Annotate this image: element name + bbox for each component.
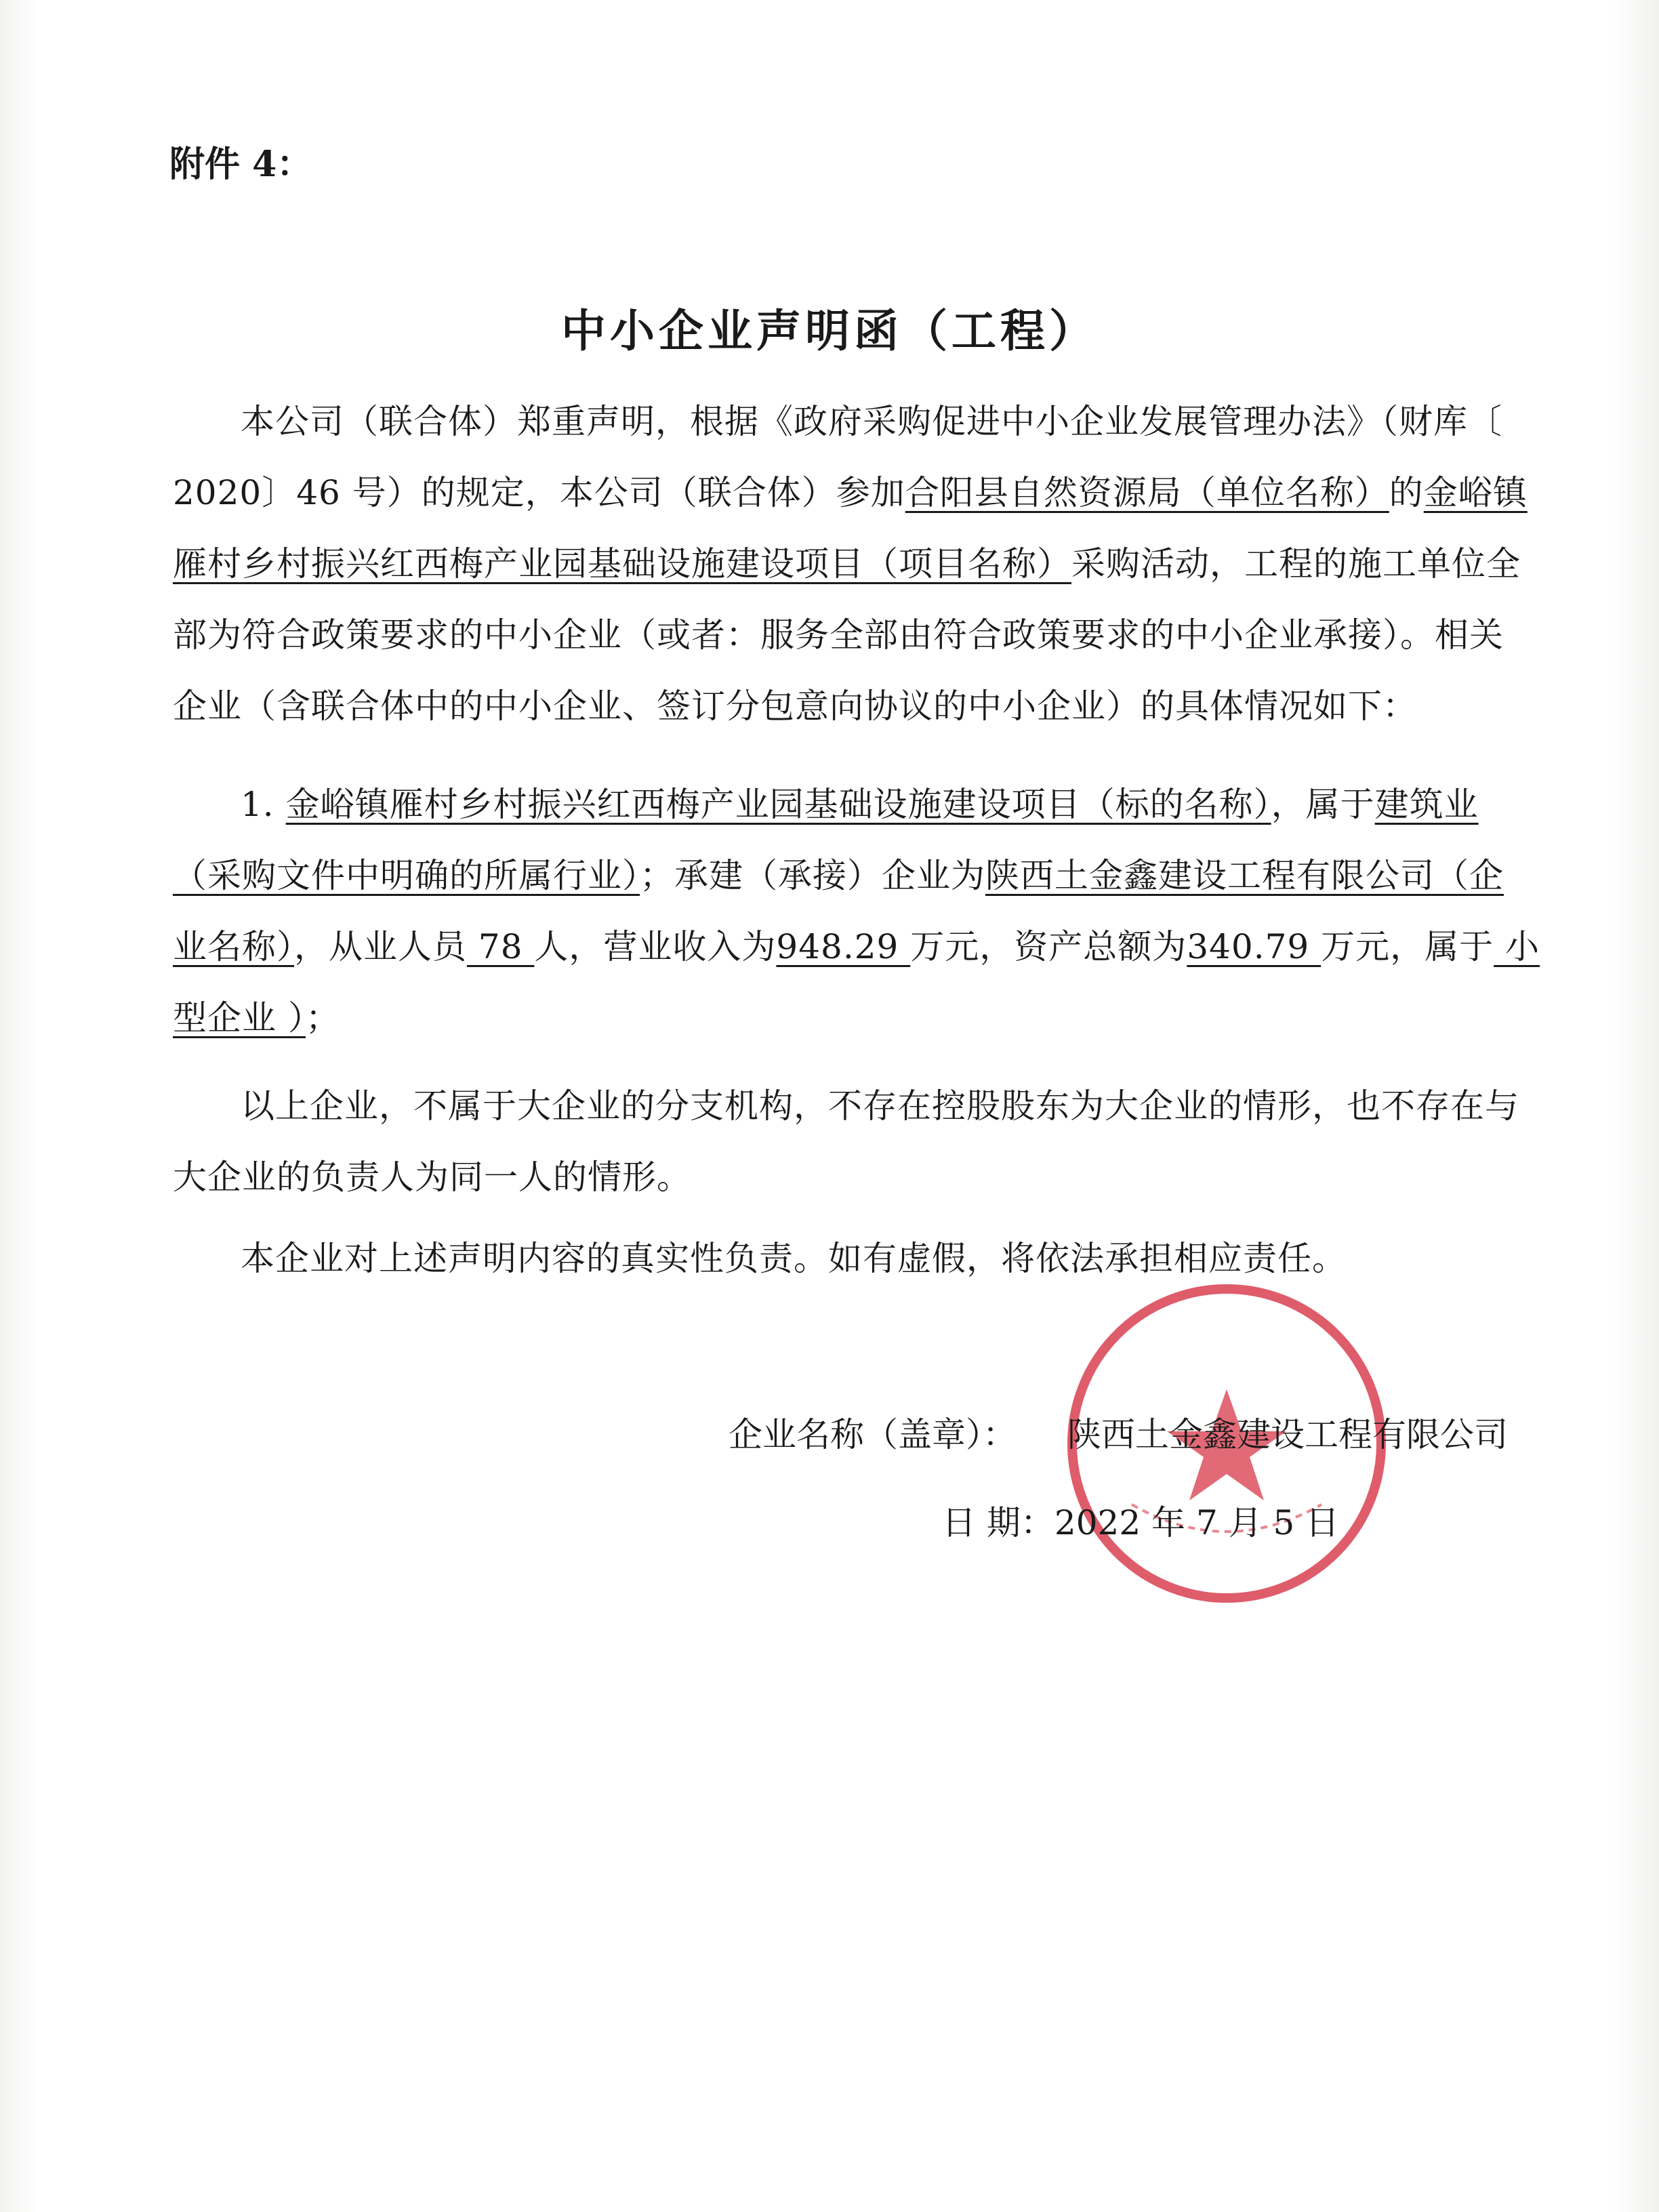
filled-enterprise-type: 小	[1494, 927, 1540, 966]
item-1-line-2	[173, 851, 1504, 901]
filled-company-name: 陕西土金鑫建设工程有限公司（企	[985, 856, 1504, 895]
text-run: 万元，资产总额为	[910, 927, 1187, 966]
filled-total-assets: 340.79	[1187, 927, 1322, 966]
paragraph-2-line-1	[241, 1081, 1569, 1131]
text-run: ；承建（承接）企业为	[640, 856, 985, 895]
filled-project-name-start: 金峪镇	[1423, 473, 1528, 512]
filled-subject-name: 金峪镇雁村乡村振兴红西梅产业园基础设施建设项目（标的名称）	[285, 785, 1271, 824]
filled-company-name-end: 业名称）	[173, 927, 294, 966]
text-run: 部为符合政策要求的中小企业（或者：服务全部由符合政策要求的中小企业承接）。相关	[173, 615, 1504, 655]
text-run: 企业（含联合体中的中小企业、签订分包意向协议的中小企业）的具体情况如下：	[173, 687, 1417, 726]
text-run: 人，营业收入为	[534, 927, 777, 966]
paragraph-1-line-3	[173, 539, 1521, 589]
text-run: 万元，属于	[1321, 927, 1494, 966]
date-label: 日 期：	[942, 1503, 1054, 1542]
signature-company-row	[729, 1410, 1017, 1460]
text-run: 本企业对上述声明内容的真实性负责。如有虚假，将依法承担相应责任。	[241, 1239, 1347, 1278]
date-value: 2022 年 7 月 5 日	[1054, 1503, 1340, 1542]
item-1-line-3	[173, 922, 1540, 972]
item-number: 1.	[241, 785, 286, 824]
text-run: ，从业人员	[294, 927, 467, 966]
filled-enterprise-type-end: 型企业 ）	[173, 998, 306, 1038]
item-1-line-4	[173, 993, 1501, 1043]
company-name: 陕西土金鑫建设工程有限公司	[1067, 1415, 1508, 1454]
text-run: 大企业的负责人为同一人的情形。	[173, 1158, 691, 1197]
paragraph-1-line-2	[173, 468, 1528, 518]
paragraph-1-line-1	[241, 396, 1569, 447]
text-run: ，属于	[1271, 785, 1375, 824]
paragraph-1-line-5	[173, 681, 1501, 731]
document-title: 中小企业声明函（工程）	[561, 304, 1098, 357]
signature-date-row	[942, 1498, 1339, 1548]
text-run: 的	[1389, 473, 1424, 512]
filled-revenue: 948.29	[776, 927, 911, 966]
filled-industry-note: （采购文件中明确的所属行业）	[173, 856, 640, 895]
paragraph-2-line-2	[173, 1152, 1501, 1202]
filled-industry: 建筑业	[1374, 785, 1479, 824]
signature-company-name-row	[1067, 1410, 1508, 1460]
attachment-label: 附件 4：	[169, 144, 312, 185]
company-label: 企业名称（盖章）：	[729, 1415, 1017, 1454]
filled-employees: 78	[467, 927, 535, 966]
text-run: 以上企业，不属于大企业的分支机构，不存在控股股东为大企业的情形，也不存在与	[241, 1086, 1519, 1126]
item-1-line-1	[241, 779, 1569, 830]
filled-unit-name: 合阳县自然资源局（单位名称）	[905, 473, 1389, 512]
paragraph-1-line-4	[173, 610, 1504, 660]
text-run: ；	[305, 998, 340, 1038]
text-run: 2020〕46 号）的规定，本公司（联合体）参加	[173, 473, 905, 512]
text-run: 本公司（联合体）郑重声明，根据《政府采购促进中小企业发展管理办法》（财库〔	[241, 402, 1502, 441]
filled-project-name: 雁村乡村振兴红西梅产业园基础设施建设项目（项目名称）	[173, 544, 1071, 583]
text-run: 采购活动，工程的施工单位全	[1071, 544, 1521, 583]
